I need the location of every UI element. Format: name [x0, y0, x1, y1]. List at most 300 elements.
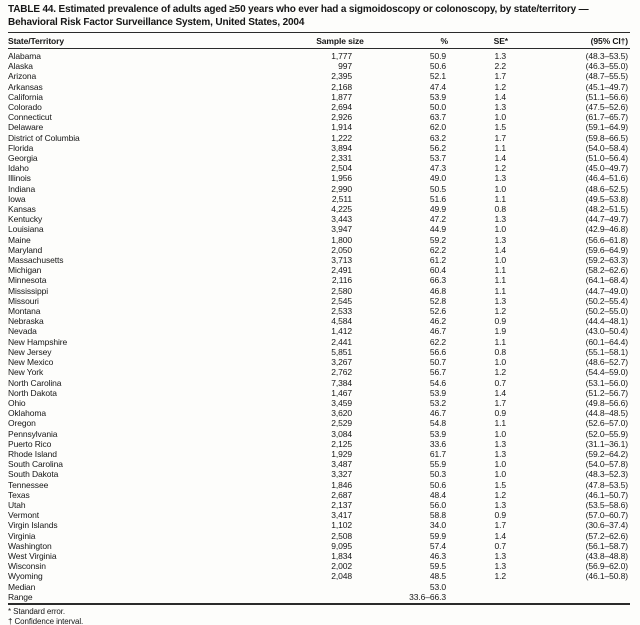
- cell-confidence-interval: [514, 582, 630, 592]
- table-row: [8, 510, 630, 520]
- cell-sample-size: 2,116: [331, 275, 352, 286]
- cell-state-territory: Georgia: [8, 153, 38, 164]
- cell-standard-error: 1.1: [494, 336, 506, 347]
- cell-state-territory: South Dakota: [8, 469, 59, 480]
- table-row: [8, 429, 630, 439]
- cell-state-territory: Alabama: [8, 51, 41, 61]
- cell-confidence-interval: (59.6–64.9): [585, 244, 628, 255]
- cell-sample-size: 2,168: [331, 81, 352, 92]
- cell-confidence-interval: (48.6–52.7): [585, 357, 628, 368]
- cell-state-territory: Maryland: [8, 244, 43, 255]
- cell-confidence-interval: (59.8–66.5): [585, 132, 628, 143]
- cell-standard-error: 1.0: [494, 428, 506, 439]
- cell-state-territory: New York: [8, 367, 44, 378]
- cell-percent: 54.8: [429, 418, 446, 429]
- table-row: [8, 306, 630, 316]
- table-row: [8, 561, 630, 571]
- cell-standard-error: 1.4: [494, 91, 506, 102]
- cell-confidence-interval: (52.0–55.9): [585, 428, 628, 439]
- cell-standard-error: 1.0: [494, 183, 506, 194]
- cell-state-territory: Kentucky: [8, 214, 43, 225]
- cell-confidence-interval: (46.4–51.6): [585, 173, 628, 184]
- cell-percent: 47.2: [429, 214, 446, 225]
- cell-state-territory: Kansas: [8, 204, 36, 215]
- table-row: [8, 265, 630, 275]
- table-row: [8, 316, 630, 326]
- cell-sample-size: 3,459: [331, 397, 352, 408]
- cell-percent: 49.9: [429, 204, 446, 215]
- cell-state-territory: Minnesota: [8, 275, 47, 286]
- cell-state-territory: Rhode Island: [8, 448, 57, 459]
- cell-state-territory: New Hampshire: [8, 336, 68, 347]
- cell-confidence-interval: (31.1–36.1): [585, 438, 628, 449]
- cell-sample-size: 2,580: [331, 285, 352, 296]
- cell-sample-size: 3,267: [331, 357, 352, 368]
- cell-percent: 56.0: [429, 499, 446, 510]
- table-row: [8, 194, 630, 204]
- cell-percent: 53.0: [429, 581, 446, 592]
- cell-percent: 58.8: [429, 510, 446, 521]
- table-row: [8, 551, 630, 561]
- cell-state-territory: California: [8, 91, 43, 102]
- column-header-percent: %: [376, 33, 458, 49]
- cell-sample-size: 2,048: [331, 571, 352, 582]
- table-row: [8, 173, 630, 183]
- table-row: [8, 531, 630, 541]
- cell-standard-error: 1.4: [494, 153, 506, 164]
- cell-confidence-interval: (51.0–56.4): [585, 153, 628, 164]
- cell-standard-error: 1.2: [494, 163, 506, 174]
- cell-confidence-interval: (53.1–56.0): [585, 377, 628, 388]
- cell-sample-size: 2,694: [331, 102, 352, 113]
- cell-percent: 62.0: [429, 122, 446, 133]
- cell-standard-error: 1.3: [494, 295, 506, 306]
- cell-sample-size: 3,443: [331, 214, 352, 225]
- cell-state-territory: Delaware: [8, 122, 44, 133]
- footnote-standard-error: * Standard error.: [8, 607, 65, 617]
- cell-standard-error: 1.3: [494, 561, 506, 572]
- cell-confidence-interval: (48.6–52.5): [585, 183, 628, 194]
- cell-standard-error: [458, 592, 514, 604]
- table-row: [8, 255, 630, 265]
- cell-sample-size: 1,222: [331, 132, 352, 143]
- cell-sample-size: 2,441: [331, 336, 352, 347]
- cell-standard-error: 1.2: [494, 571, 506, 582]
- cell-state-territory: Tennessee: [8, 479, 49, 490]
- cell-state-territory: Montana: [8, 306, 41, 317]
- cell-standard-error: 1.3: [494, 51, 506, 61]
- cell-state-territory: Vermont: [8, 510, 39, 521]
- cell-standard-error: 1.7: [494, 132, 506, 143]
- cell-sample-size: 1,412: [331, 326, 352, 337]
- cell-sample-size: 1,877: [331, 91, 352, 102]
- cell-percent: 52.6: [429, 306, 446, 317]
- table-row: [8, 582, 630, 592]
- cell-confidence-interval: (52.6–57.0): [585, 418, 628, 429]
- cell-percent: 48.5: [429, 571, 446, 582]
- cell-sample-size: 3,487: [331, 459, 352, 470]
- cell-percent: 53.9: [429, 428, 446, 439]
- cell-percent: 47.3: [429, 163, 446, 174]
- cell-confidence-interval: (46.3–55.0): [585, 61, 628, 72]
- cell-confidence-interval: (59.1–64.9): [585, 122, 628, 133]
- cell-standard-error: 1.2: [494, 367, 506, 378]
- cell-standard-error: 1.0: [494, 224, 506, 235]
- table-row: [8, 49, 630, 62]
- cell-percent: 62.2: [429, 336, 446, 347]
- table-body: [8, 49, 630, 604]
- cell-state-territory: Idaho: [8, 163, 29, 174]
- cell-state-territory: Colorado: [8, 102, 42, 113]
- table-row: [8, 480, 630, 490]
- cell-sample-size: 4,584: [331, 316, 352, 327]
- cell-sample-size: 1,914: [331, 122, 352, 133]
- cell-standard-error: 0.9: [494, 316, 506, 327]
- cell-percent: 46.8: [429, 285, 446, 296]
- table-row: [8, 367, 630, 377]
- table-row: [8, 133, 630, 143]
- cell-sample-size: 2,990: [331, 183, 352, 194]
- cell-state-territory: Louisiana: [8, 224, 44, 235]
- cell-sample-size: 3,327: [331, 469, 352, 480]
- table-row: [8, 500, 630, 510]
- cell-confidence-interval: (60.1–64.4): [585, 336, 628, 347]
- cell-confidence-interval: (59.2–63.3): [585, 255, 628, 266]
- column-header-standard-error: SE*: [458, 33, 514, 49]
- table-footnotes: [8, 607, 630, 625]
- cell-standard-error: 0.9: [494, 510, 506, 521]
- table-row: [8, 418, 630, 428]
- cell-percent: 51.6: [429, 193, 446, 204]
- cell-standard-error: 2.2: [494, 61, 506, 72]
- cell-sample-size: 2,926: [331, 112, 352, 123]
- cell-sample-size: 2,491: [331, 265, 352, 276]
- cell-sample-size: 2,762: [331, 367, 352, 378]
- table-row: [8, 235, 630, 245]
- cell-standard-error: 1.4: [494, 387, 506, 398]
- cell-state-territory: Arkansas: [8, 81, 43, 92]
- cell-confidence-interval: (47.8–53.5): [585, 479, 628, 490]
- cell-percent: 59.5: [429, 561, 446, 572]
- cell-standard-error: 1.7: [494, 71, 506, 82]
- table-row: [8, 388, 630, 398]
- cell-sample-size: 1,800: [331, 234, 352, 245]
- cell-sample-size: [304, 592, 376, 604]
- cell-confidence-interval: (58.2–62.6): [585, 265, 628, 276]
- table-row: [8, 326, 630, 336]
- cell-standard-error: 1.3: [494, 173, 506, 184]
- cell-state-territory: Pennsylvania: [8, 428, 58, 439]
- cell-sample-size: 1,467: [331, 387, 352, 398]
- cell-confidence-interval: (53.5–58.6): [585, 499, 628, 510]
- table-row: [8, 469, 630, 479]
- cell-confidence-interval: (56.9–62.0): [585, 561, 628, 572]
- cell-sample-size: 1,102: [331, 520, 352, 531]
- cell-standard-error: 0.7: [494, 377, 506, 388]
- table-row: [8, 214, 630, 224]
- table-row: [8, 541, 630, 551]
- cell-sample-size: 1,846: [331, 479, 352, 490]
- cell-percent: 56.7: [429, 367, 446, 378]
- table-row: [8, 571, 630, 581]
- table-row: [8, 275, 630, 285]
- cell-percent: 59.9: [429, 530, 446, 541]
- cell-confidence-interval: (48.3–53.5): [585, 51, 628, 61]
- cell-percent: 50.6: [429, 61, 446, 72]
- cell-confidence-interval: (57.0–60.7): [585, 510, 628, 521]
- cell-percent: 66.3: [429, 275, 446, 286]
- table-row: [8, 92, 630, 102]
- cell-state-territory: Indiana: [8, 183, 36, 194]
- cell-standard-error: 1.5: [494, 122, 506, 133]
- cell-standard-error: 1.4: [494, 244, 506, 255]
- cell-standard-error: 1.1: [494, 275, 506, 286]
- cell-sample-size: [304, 582, 376, 592]
- cell-percent: 59.2: [429, 234, 446, 245]
- cell-state-territory: Washington: [8, 540, 52, 551]
- cell-confidence-interval: (44.4–48.1): [585, 316, 628, 327]
- table-row: [8, 286, 630, 296]
- table-row: [8, 184, 630, 194]
- cell-confidence-interval: (47.5–52.6): [585, 102, 628, 113]
- table-title: [8, 4, 632, 29]
- cell-state-territory: Puerto Rico: [8, 438, 52, 449]
- cell-state-territory: Virginia: [8, 530, 36, 541]
- cell-state-territory: Alaska: [8, 61, 33, 72]
- cell-state-territory: Range: [8, 591, 33, 602]
- cell-percent: 50.6: [429, 479, 446, 490]
- table-row: [8, 82, 630, 92]
- cell-confidence-interval: (43.8–48.8): [585, 550, 628, 561]
- cell-percent: 56.2: [429, 142, 446, 153]
- cell-percent: 63.7: [429, 112, 446, 123]
- table-row: [8, 459, 630, 469]
- cell-state-territory: Arizona: [8, 71, 37, 82]
- cell-percent: 56.6: [429, 346, 446, 357]
- cell-sample-size: 2,331: [331, 153, 352, 164]
- cell-sample-size: 2,504: [331, 163, 352, 174]
- cell-sample-size: 7,384: [331, 377, 352, 388]
- table-row: [8, 357, 630, 367]
- table-row: [8, 347, 630, 357]
- table-title-line2: Behavioral Risk Factor Surveillance System, United States, 2004: [8, 16, 305, 28]
- cell-confidence-interval: (59.2–64.2): [585, 448, 628, 459]
- cell-sample-size: 2,395: [331, 71, 352, 82]
- cell-state-territory: Ohio: [8, 397, 26, 408]
- cell-state-territory: Connecticut: [8, 112, 52, 123]
- cell-percent: 54.6: [429, 377, 446, 388]
- cell-sample-size: 2,050: [331, 244, 352, 255]
- cell-confidence-interval: (44.7–49.7): [585, 214, 628, 225]
- column-header-sample-size: Sample size: [304, 33, 376, 49]
- cell-sample-size: 4,225: [331, 204, 352, 215]
- cell-percent: 60.4: [429, 265, 446, 276]
- cell-standard-error: 1.3: [494, 102, 506, 113]
- cell-percent: 53.9: [429, 387, 446, 398]
- cell-state-territory: Massachusetts: [8, 255, 64, 266]
- cell-standard-error: 1.7: [494, 397, 506, 408]
- table-row: [8, 143, 630, 153]
- cell-percent: 50.5: [429, 183, 446, 194]
- table-row: [8, 378, 630, 388]
- cell-sample-size: 3,084: [331, 428, 352, 439]
- cell-state-territory: Median: [8, 581, 36, 592]
- cell-state-territory: Iowa: [8, 193, 26, 204]
- cell-sample-size: 1,929: [331, 448, 352, 459]
- cell-sample-size: 2,529: [331, 418, 352, 429]
- cell-confidence-interval: (44.7–49.0): [585, 285, 628, 296]
- cell-percent: 46.2: [429, 316, 446, 327]
- column-header-state-territory: State/Territory: [8, 33, 304, 49]
- cell-state-territory: North Carolina: [8, 377, 62, 388]
- cell-state-territory: Illinois: [8, 173, 31, 184]
- cell-standard-error: 1.1: [494, 265, 506, 276]
- cell-confidence-interval: (49.8–56.6): [585, 397, 628, 408]
- cell-standard-error: 0.7: [494, 540, 506, 551]
- cell-confidence-interval: (49.5–53.8): [585, 193, 628, 204]
- cell-percent: 44.9: [429, 224, 446, 235]
- cell-percent: 46.7: [429, 408, 446, 419]
- table-row: [8, 122, 630, 132]
- table-row: [8, 163, 630, 173]
- table-row: [8, 204, 630, 214]
- cell-sample-size: 2,533: [331, 306, 352, 317]
- cell-percent: 63.2: [429, 132, 446, 143]
- cell-percent: 57.4: [429, 540, 446, 551]
- table-row: [8, 449, 630, 459]
- prevalence-table: [8, 32, 630, 605]
- cell-confidence-interval: (50.2–55.0): [585, 306, 628, 317]
- cell-state-territory: South Carolina: [8, 459, 63, 470]
- cell-state-territory: Wyoming: [8, 571, 43, 582]
- cell-percent: 50.7: [429, 357, 446, 368]
- footnote-confidence-interval: † Confidence interval.: [8, 617, 84, 625]
- cell-percent: 47.4: [429, 81, 446, 92]
- cell-state-territory: Wisconsin: [8, 561, 46, 572]
- cell-confidence-interval: (54.4–59.0): [585, 367, 628, 378]
- table-row: [8, 490, 630, 500]
- cell-state-territory: West Virginia: [8, 550, 57, 561]
- cell-sample-size: 3,947: [331, 224, 352, 235]
- cell-confidence-interval: (50.2–55.4): [585, 295, 628, 306]
- cell-state-territory: Oklahoma: [8, 408, 46, 419]
- cell-sample-size: 1,777: [331, 51, 352, 61]
- cell-standard-error: [458, 582, 514, 592]
- cell-sample-size: 3,713: [331, 255, 352, 266]
- cell-percent: 50.3: [429, 469, 446, 480]
- cell-state-territory: Nevada: [8, 326, 37, 337]
- cell-percent: 61.2: [429, 255, 446, 266]
- cell-confidence-interval: (48.7–55.5): [585, 71, 628, 82]
- table-row: [8, 408, 630, 418]
- cell-confidence-interval: (54.0–57.8): [585, 459, 628, 470]
- cell-confidence-interval: (45.0–49.7): [585, 163, 628, 174]
- cell-state-territory: New Mexico: [8, 357, 54, 368]
- cell-percent: 62.2: [429, 244, 446, 255]
- cell-sample-size: 3,417: [331, 510, 352, 521]
- cell-state-territory: New Jersey: [8, 346, 52, 357]
- table-row: [8, 71, 630, 81]
- cell-percent: 52.1: [429, 71, 446, 82]
- cell-standard-error: 0.9: [494, 408, 506, 419]
- table-row: [8, 224, 630, 234]
- cell-confidence-interval: [514, 592, 630, 604]
- cell-standard-error: 1.2: [494, 81, 506, 92]
- table-row: [8, 153, 630, 163]
- cell-sample-size: 2,687: [331, 489, 352, 500]
- cell-state-territory: Mississippi: [8, 285, 48, 296]
- table-row: [8, 520, 630, 530]
- cell-state-territory: Michigan: [8, 265, 42, 276]
- cell-standard-error: 1.3: [494, 550, 506, 561]
- cell-sample-size: 997: [338, 61, 352, 72]
- cell-state-territory: Texas: [8, 489, 30, 500]
- cell-confidence-interval: (57.2–62.6): [585, 530, 628, 541]
- cell-state-territory: North Dakota: [8, 387, 57, 398]
- cell-confidence-interval: (64.1–68.4): [585, 275, 628, 286]
- cell-confidence-interval: (56.1–58.7): [585, 540, 628, 551]
- cell-percent: 53.2: [429, 397, 446, 408]
- table-row: [8, 102, 630, 112]
- table-title-line1: TABLE 44. Estimated prevalence of adults aged ≥50 years who ever had a sigmoidoscopy or colonoscopy, by state/territory —: [8, 4, 589, 15]
- cell-percent: 33.6: [429, 438, 446, 449]
- cell-confidence-interval: (54.0–58.4): [585, 142, 628, 153]
- cell-state-territory: Oregon: [8, 418, 36, 429]
- cell-percent: 52.8: [429, 295, 446, 306]
- cell-percent: 48.4: [429, 489, 446, 500]
- cell-sample-size: 3,620: [331, 408, 352, 419]
- cell-standard-error: 1.0: [494, 255, 506, 266]
- cell-sample-size: 2,545: [331, 295, 352, 306]
- cell-sample-size: 2,002: [331, 561, 352, 572]
- cell-state-territory: Virgin Islands: [8, 520, 58, 531]
- cell-sample-size: 2,508: [331, 530, 352, 541]
- cell-standard-error: 1.0: [494, 459, 506, 470]
- cell-standard-error: 1.3: [494, 499, 506, 510]
- cell-percent: 61.7: [429, 448, 446, 459]
- cell-confidence-interval: (44.8–48.5): [585, 408, 628, 419]
- table-header: [8, 33, 630, 49]
- cell-confidence-interval: (61.7–65.7): [585, 112, 628, 123]
- cell-standard-error: 1.1: [494, 142, 506, 153]
- table-row: [8, 398, 630, 408]
- cell-state-territory: Utah: [8, 499, 26, 510]
- cell-sample-size: 2,137: [331, 499, 352, 510]
- cell-sample-size: 2,511: [331, 193, 352, 204]
- cell-state-territory: Missouri: [8, 295, 39, 306]
- cell-confidence-interval: (43.0–50.4): [585, 326, 628, 337]
- cell-standard-error: 0.8: [494, 204, 506, 215]
- cell-standard-error: 1.7: [494, 520, 506, 531]
- cell-confidence-interval: (55.1–58.1): [585, 346, 628, 357]
- cell-sample-size: 9,095: [331, 540, 352, 551]
- cell-state-territory: Florida: [8, 142, 34, 153]
- cell-standard-error: 1.2: [494, 489, 506, 500]
- cell-confidence-interval: (46.1–50.8): [585, 571, 628, 582]
- table-row: [8, 337, 630, 347]
- cell-percent: 46.7: [429, 326, 446, 337]
- table-row: [8, 296, 630, 306]
- cell-standard-error: 1.0: [494, 112, 506, 123]
- cell-confidence-interval: (45.1–49.7): [585, 81, 628, 92]
- table-row: [8, 61, 630, 71]
- table-row: [8, 245, 630, 255]
- cell-percent: 49.0: [429, 173, 446, 184]
- cell-standard-error: 0.8: [494, 346, 506, 357]
- cell-standard-error: 1.9: [494, 326, 506, 337]
- cell-confidence-interval: (48.2–51.5): [585, 204, 628, 215]
- cell-confidence-interval: (48.3–52.3): [585, 469, 628, 480]
